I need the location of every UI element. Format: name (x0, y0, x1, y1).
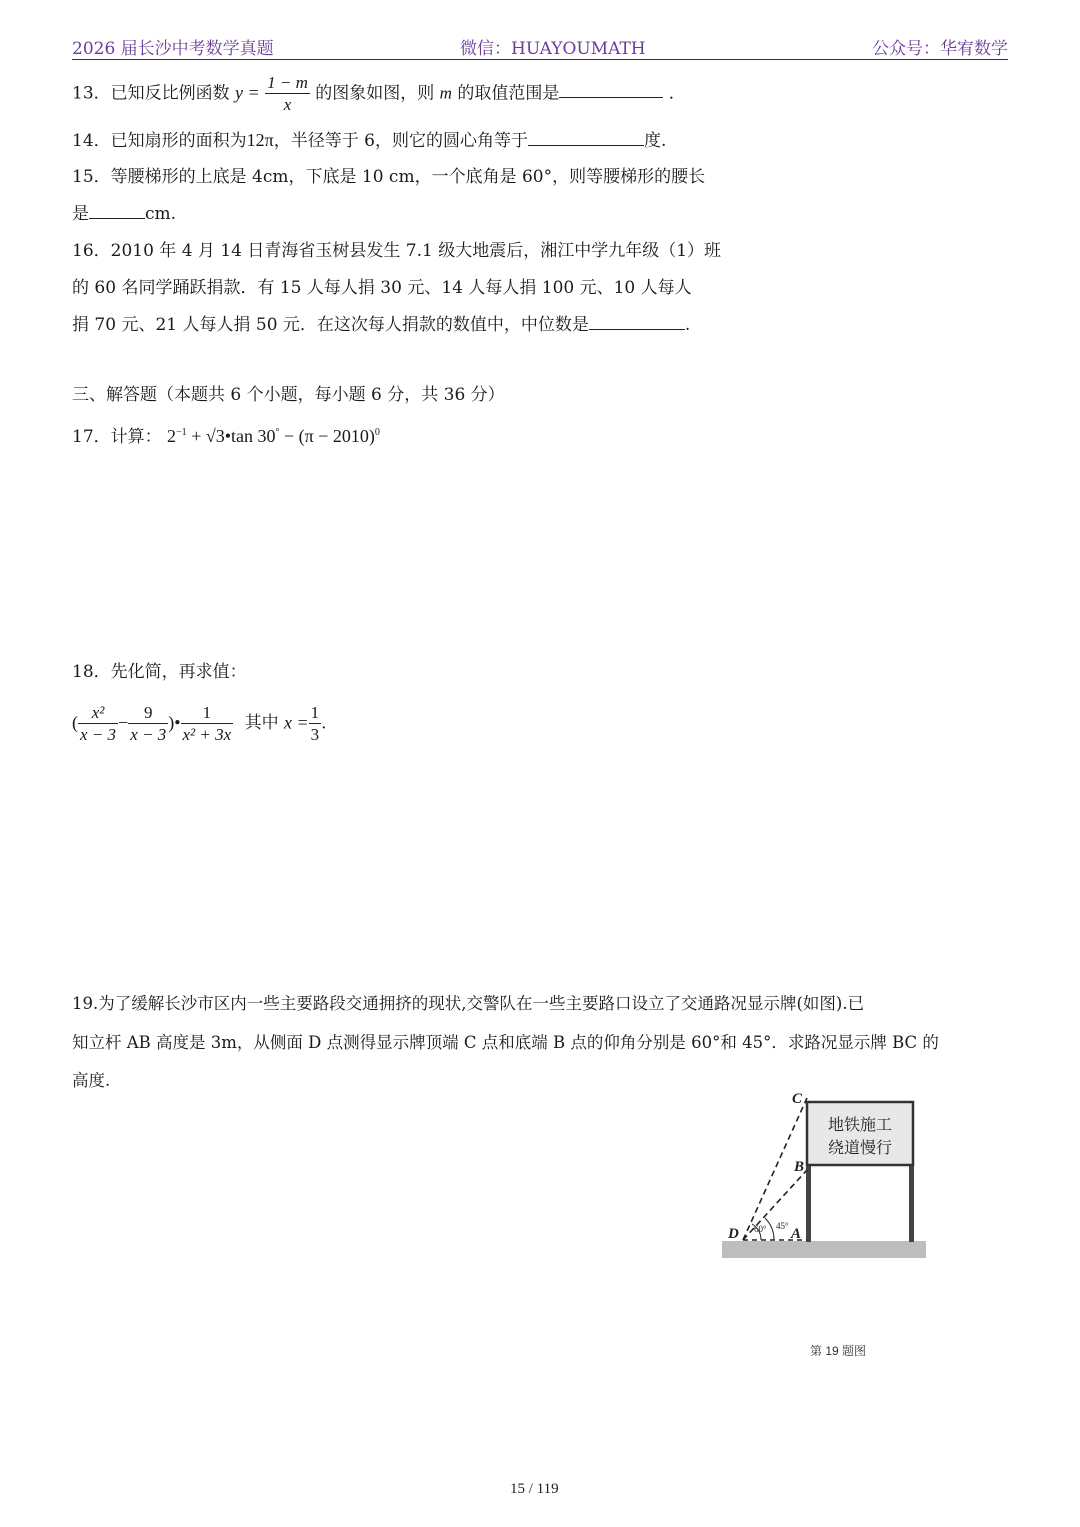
q18-f1-num: x² (78, 702, 118, 724)
question-14 (72, 131, 666, 150)
q13-suffix: 的取值范围是 (457, 83, 560, 104)
q15-answer-blank[interactable] (89, 218, 145, 219)
header-left: 2026 届长沙中考数学真题 (72, 39, 274, 59)
q18-end: . (321, 713, 327, 734)
question-15-line1: 15．等腰梯形的上底是 4cm，下底是 10 cm，一个底角是 60°，则等腰梯形的腰长 (72, 167, 706, 187)
q13-end: ． (668, 83, 686, 104)
q14-prefix: 14．已知扇形的面积为 (72, 131, 247, 151)
question-19-line1: 19.为了缓解长沙市区内一些主要路段交通拥挤的现状,交警队在一些主要路口设立了交通路况显示牌(如图).已 (72, 994, 865, 1013)
header-right: 公众号：华宥数学 (872, 39, 1008, 59)
q14-area: 12π (246, 130, 274, 150)
right-pole (909, 1165, 914, 1242)
q16-end: . (684, 315, 691, 335)
sign-text-line1: 地铁施工 (827, 1115, 893, 1134)
q18-f3-num: 1 (181, 702, 234, 724)
q18-where: 其中 (244, 713, 279, 734)
q13-mid: 的图象如图，则 (315, 83, 435, 104)
question-17 (72, 427, 380, 446)
q13-fraction (265, 72, 310, 116)
point-c-label: C (792, 1091, 803, 1107)
q16-prefix: 捐 70 元、21 人每人捐 50 元．在这次每人捐款的数值中，中位数是 (72, 315, 589, 335)
question-15-line2 (72, 206, 176, 223)
q17-term-b: + √3•tan 30 (186, 426, 276, 446)
q17-prefix: 17．计算： (72, 427, 162, 447)
question-18-expression (72, 702, 327, 746)
ground-strip (722, 1241, 926, 1258)
q13-answer-blank[interactable] (559, 97, 663, 98)
page-number: 15 / 119 (510, 1481, 559, 1497)
angle-45-label: 45° (776, 1221, 789, 1231)
point-a-label: A (791, 1226, 802, 1242)
figure-19-diagram (718, 1085, 930, 1265)
header-divider (72, 59, 1008, 60)
q14-answer-blank[interactable] (528, 145, 644, 146)
q14-mid: ，半径等于 6，则它的圆心角等于 (273, 131, 528, 151)
q18-f1-den: x − 3 (80, 725, 117, 745)
question-16-line1: 16．2010 年 4 月 14 日青海省玉树县发生 7.1 级大地震后，湘江中学九年级（1）班 (72, 241, 722, 261)
q18-xeq: x = (284, 712, 309, 733)
figure-19-caption: 第 19 题图 (810, 1344, 867, 1358)
question-16-line3 (72, 317, 690, 334)
q18-fraction-3 (181, 702, 234, 746)
q17-exp-b: ° (275, 427, 280, 438)
question-18-line1: 18．先化简，再求值： (72, 662, 247, 682)
q15-prefix: 是 (72, 204, 89, 224)
angle-60-label: 60° (754, 1224, 767, 1234)
point-b-label: B (794, 1159, 805, 1175)
q18-f3-den: x² + 3x (182, 725, 232, 745)
question-16-line2: 的 60 名同学踊跃捐款．有 15 人每人捐 30 元、14 人每人捐 100 元、10 人每人 (72, 278, 692, 298)
q17-term-c: − (π − 2010) (279, 426, 375, 446)
sign-text-line2: 绕道慢行 (827, 1138, 893, 1157)
q14-end: 度. (643, 131, 667, 151)
q17-exp-a: −1 (176, 427, 187, 438)
q18-paren-open: ( (72, 712, 78, 733)
q17-term-a: 2 (167, 426, 177, 446)
q18-minus: − (118, 712, 129, 733)
header-center: 微信：HUAYOUMATH (460, 39, 646, 59)
question-19-line3: 高度. (72, 1071, 111, 1090)
q18-f4-den: 3 (310, 725, 320, 745)
question-19-line2: 知立杆 AB 高度是 3m，从侧面 D 点测得显示牌顶端 C 点和底端 B 点的仰角分别是 60°和 45°．求路况显示牌 BC 的 (72, 1033, 939, 1052)
q18-fraction-2 (128, 702, 168, 746)
q18-f2-den: x − 3 (130, 725, 167, 745)
left-pole (806, 1165, 811, 1242)
q17-expression (167, 426, 380, 446)
q16-answer-blank[interactable] (589, 329, 685, 330)
question-13 (72, 72, 686, 116)
q13-var: m (439, 83, 452, 103)
q13-numerator: 1 − m (265, 72, 310, 94)
q18-fraction-1 (78, 702, 118, 746)
q18-f4-num: 1 (309, 702, 322, 724)
section-3-heading: 三、解答题（本题共 6 个小题，每小题 6 分，共 36 分） (72, 385, 505, 405)
q18-dot: )• (168, 712, 181, 733)
q18-fraction-4 (309, 702, 322, 746)
q13-prefix: 13．已知反比例函数 (72, 83, 230, 104)
q18-f2-num: 9 (128, 702, 168, 724)
q17-exp-c: 0 (374, 427, 380, 438)
q13-denominator: x (283, 95, 292, 115)
point-d-label: D (728, 1226, 739, 1242)
q15-end: cm. (145, 204, 177, 224)
q13-lhs: y = (235, 82, 260, 103)
